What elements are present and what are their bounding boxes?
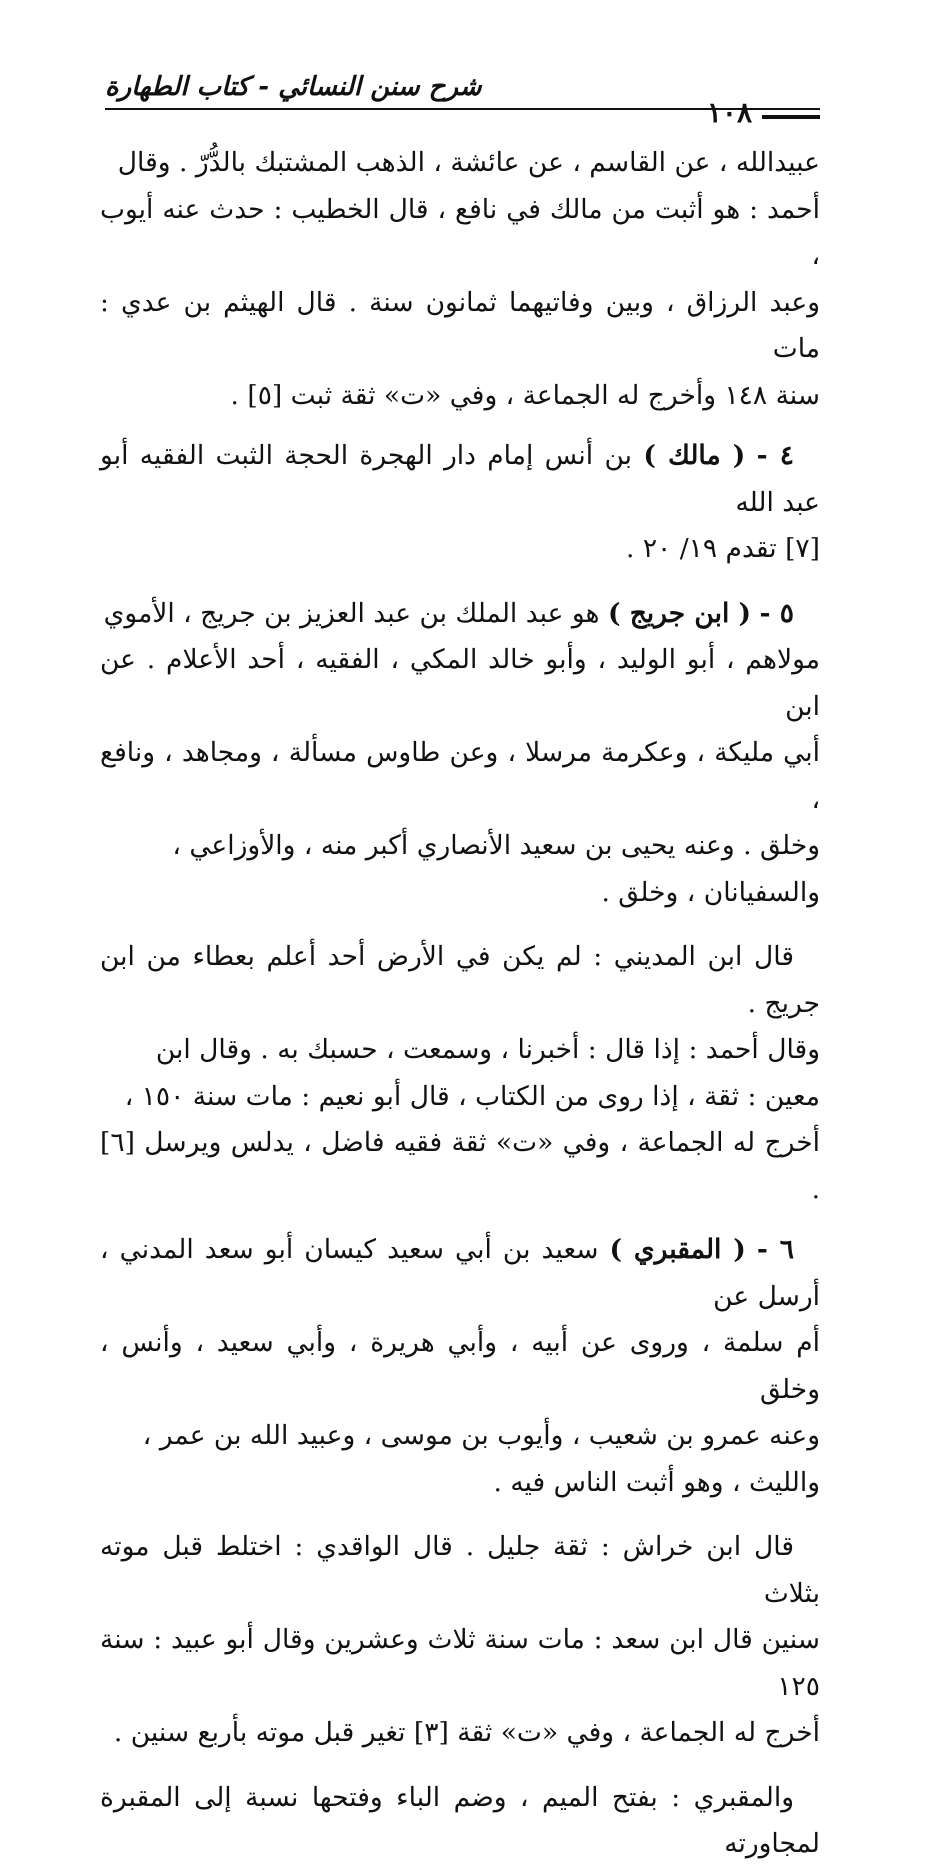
text-line: وقال أحمد : إذا قال : أخبرنا ، وسمعت ، حسبك به . وقال ابن	[155, 1034, 820, 1065]
narrator-entry-ibn-jurayj	[100, 591, 820, 917]
running-header-title: شرح سنن النسائي - كتاب الطهارة	[105, 72, 482, 102]
text-line: بن أنس إمام دار الهجرة الحجة الثبت الفقيه أبو عبد الله	[100, 440, 820, 518]
text-line: وعبد الرزاق ، وبين وفاتيهما ثمانون سنة . قال الهيثم بن عدي : مات	[100, 286, 820, 364]
narrator-name: ( مالك )	[643, 440, 746, 471]
text-line: وخلق . وعنه يحيى بن سعيد الأنصاري أكبر منه ، والأوزاعي ،	[172, 830, 820, 861]
text-line: قال ابن خراش : ثقة جليل . قال الواقدي : اختلط قبل موته بثلاث	[100, 1531, 820, 1609]
text-line: والسفيانان ، وخلق .	[601, 876, 820, 908]
text-line: أحمد : هو أثبت من مالك في نافع ، قال الخطيب : حدث عنه أيوب ،	[100, 193, 820, 271]
text-line: أم سلمة ، وروى عن أبيه ، وأبي هريرة ، وأبي سعيد ، وأنس ، وخلق	[100, 1327, 820, 1405]
entry-number: ٥ -	[759, 597, 794, 629]
paragraph-continuation	[100, 140, 820, 419]
page-number-block	[620, 96, 820, 136]
entry-number: ٤ -	[756, 440, 794, 471]
entry-number: ٦ -	[756, 1234, 794, 1265]
paragraph-ibn-jurayj-grading	[100, 934, 820, 1213]
text-line: سعيد بن أبي سعيد كيسان أبو سعد المدني ، أرسل عن	[100, 1234, 820, 1312]
text-line: سنة ١٤٨ وأخرج له الجماعة ، وفي «ت» ثقة ثبت [٥] .	[230, 379, 820, 411]
narrator-entry-malik	[100, 433, 820, 573]
text-line: وعنه عمرو بن شعيب ، وأيوب بن موسى ، وعبيد الله بن عمر ،	[142, 1420, 820, 1451]
page-number-dash	[762, 115, 820, 119]
page-number: ١٠٨	[706, 96, 752, 129]
paragraph-maqburi-nisba	[100, 1775, 820, 1868]
text-line: أخرج له الجماعة ، وفي «ت» ثقة [٣] تغير قبل موته بأربع سنين .	[113, 1717, 820, 1748]
narrator-name: ( المقبري )	[609, 1234, 746, 1265]
text-line: [٧] تقدم ١٩/ ٢٠ .	[625, 533, 820, 564]
text-line: قال ابن المديني : لم يكن في الأرض أحد أعلم بعطاء من ابن جريج .	[100, 941, 820, 1019]
text-line: سنين قال ابن سعد : مات سنة ثلاث وعشرين وقال أبو عبيد : سنة ١٢٥	[100, 1624, 820, 1702]
text-line: أبي مليكة ، وعكرمة مرسلا ، وعن طاوس مسألة ، ومجاهد ، ونافع ،	[100, 737, 820, 815]
text-line: معين : ثقة ، إذا روى من الكتاب ، قال أبو نعيم : مات سنة ١٥٠ ،	[124, 1080, 820, 1112]
text-line: والمقبري : بفتح الميم ، وضم الباء وفتحها نسبة إلى المقبرة لمجاورته	[100, 1781, 820, 1859]
text-line: مولاهم ، أبو الوليد ، وأبو خالد المكي ، الفقيه ، أحد الأعلام . عن ابن	[100, 644, 820, 722]
text-line: عبيدالله ، عن القاسم ، عن عائشة ، الذهب المشتبك بالدُّرّ . وقال	[117, 147, 820, 178]
paragraph-maqburi-grading	[100, 1524, 820, 1757]
text-line: والليث ، وهو أثبت الناس فيه .	[493, 1466, 820, 1498]
body-text	[100, 140, 820, 1868]
text-line: أخرج له الجماعة ، وفي «ت» ثقة فقيه فاضل ، يدلس ويرسل [٦] .	[100, 1127, 820, 1205]
narrator-entry-maqburi	[100, 1227, 820, 1506]
text-line: هو عبد الملك بن عبد العزيز بن جريج ، الأموي	[103, 597, 608, 629]
narrator-name: ( ابن جريج )	[607, 597, 752, 629]
